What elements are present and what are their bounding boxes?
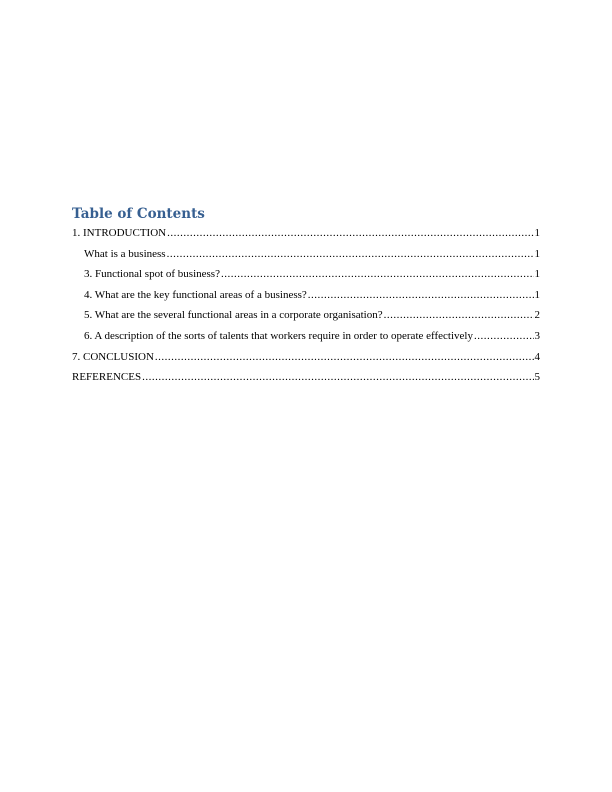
- toc-entry-title: 5. What are the several functional areas in a corporate organisation?: [84, 309, 383, 322]
- toc-entry-key-functional-areas[interactable]: [72, 287, 540, 308]
- toc-page-number: 3: [534, 329, 540, 342]
- dot-leader: [167, 225, 533, 241]
- toc-entry-functional-spot[interactable]: [72, 266, 540, 287]
- toc-page-number: 1: [534, 247, 540, 260]
- dot-leader: [167, 246, 534, 262]
- toc-entry-title: 1. INTRODUCTION: [72, 227, 167, 239]
- toc-entry-references[interactable]: [72, 369, 540, 390]
- toc-entry-title: What is a business: [84, 247, 166, 260]
- toc-entry-what-is-a-business[interactable]: [72, 246, 540, 267]
- dot-leader: [142, 369, 533, 385]
- toc-page-number: 1: [534, 268, 540, 281]
- toc-entry-title: 4. What are the key functional areas of a business?: [84, 288, 307, 301]
- dot-leader: [155, 349, 534, 365]
- toc-heading: Table of Contents: [72, 206, 205, 222]
- toc-entry-several-functional-areas[interactable]: [72, 307, 540, 328]
- table-of-contents: [72, 205, 540, 390]
- dot-leader: [308, 287, 534, 303]
- toc-page-number: 4: [534, 350, 540, 363]
- toc-entry-title: 3. Functional spot of business?: [84, 268, 220, 281]
- toc-page-number: 1: [534, 288, 540, 301]
- dot-leader: [221, 266, 534, 282]
- toc-entry-title: REFERENCES: [72, 371, 142, 384]
- toc-page-number: 5: [534, 371, 540, 384]
- toc-entry-conclusion[interactable]: [72, 349, 540, 370]
- toc-entry-talents-description[interactable]: [72, 328, 540, 349]
- dot-leader: [384, 307, 534, 323]
- toc-entry-introduction[interactable]: [72, 225, 540, 246]
- toc-page-number: 2: [534, 309, 540, 322]
- toc-page-number: 1: [534, 227, 540, 239]
- toc-entry-title: 7. CONCLUSION: [72, 350, 154, 363]
- toc-entry-title: 6. A description of the sorts of talents that workers require in order to operate effectively: [84, 329, 473, 342]
- dot-leader: [474, 328, 534, 344]
